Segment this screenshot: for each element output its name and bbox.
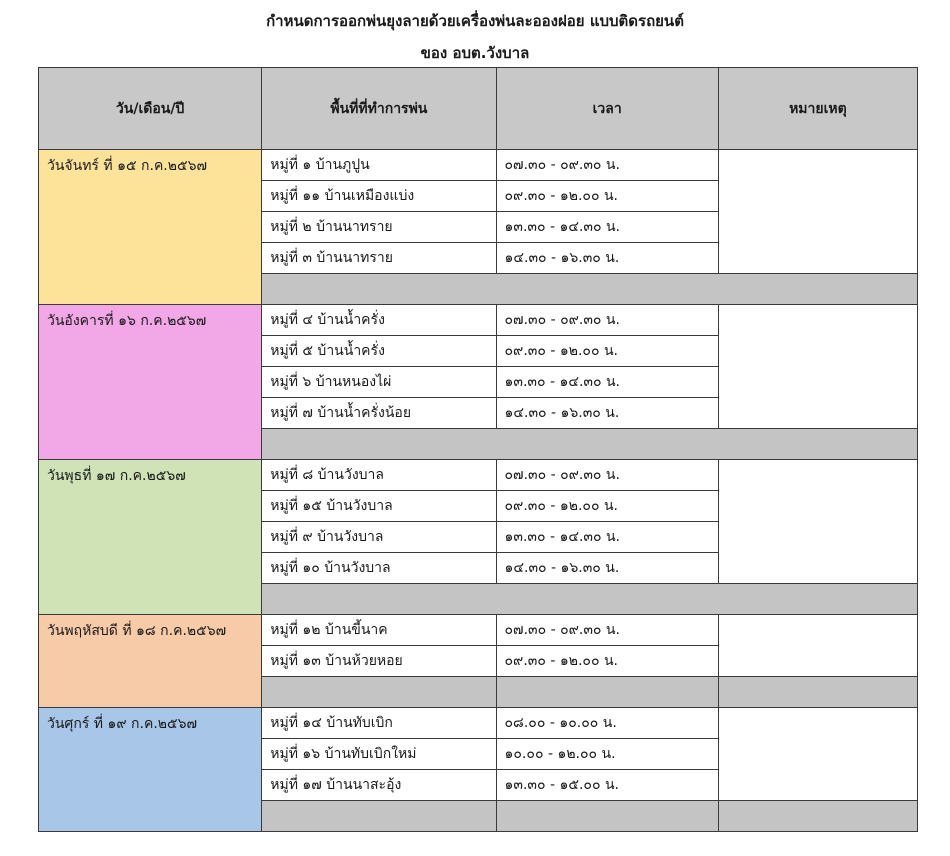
time-cell: ๑๓.๓๐ - ๑๔.๓๐ น.	[496, 522, 718, 553]
header-note: หมายเหตุ	[718, 68, 917, 150]
separator-cell	[262, 584, 918, 615]
day-cell-tuesday: วันอังคารที่ ๑๖ ก.ค.๒๕๖๗	[39, 305, 262, 460]
separator-cell	[718, 677, 917, 708]
time-cell: ๐๙.๓๐ - ๑๒.๐๐ น.	[496, 181, 718, 212]
area-cell: หมู่ที่ ๑๒ บ้านขี้นาค	[262, 615, 496, 646]
area-cell: หมู่ที่ ๑๐ บ้านวังบาล	[262, 553, 496, 584]
separator-cell	[262, 801, 496, 832]
area-cell: หมู่ที่ ๑๔ บ้านทับเบิก	[262, 708, 496, 739]
separator-cell	[496, 801, 718, 832]
area-cell: หมู่ที่ ๑๑ บ้านเหมืองแบ่ง	[262, 181, 496, 212]
day-cell-friday: วันศุกร์ ที่ ๑๙ ก.ค.๒๕๖๗	[39, 708, 262, 832]
time-cell: ๐๗.๓๐ - ๐๙.๓๐ น.	[496, 150, 718, 181]
header-row	[39, 68, 918, 150]
time-cell: ๐๙.๓๐ - ๑๒.๐๐ น.	[496, 646, 718, 677]
header-time: เวลา	[496, 68, 718, 150]
area-cell: หมู่ที่ ๑๕ บ้านวังบาล	[262, 491, 496, 522]
time-cell: ๑๔.๓๐ - ๑๖.๓๐ น.	[496, 398, 718, 429]
time-cell: ๐๙.๓๐ - ๑๒.๐๐ น.	[496, 336, 718, 367]
area-cell: หมู่ที่ ๓ บ้านนาทราย	[262, 243, 496, 274]
separator-cell	[718, 801, 917, 832]
table-row	[39, 615, 918, 646]
note-cell	[718, 305, 917, 429]
area-cell: หมู่ที่ ๑๓ บ้านห้วยหอย	[262, 646, 496, 677]
area-cell: หมู่ที่ ๒ บ้านนาทราย	[262, 212, 496, 243]
area-cell: หมู่ที่ ๖ บ้านหนองไผ่	[262, 367, 496, 398]
time-cell: ๐๗.๓๐ - ๐๙.๓๐ น.	[496, 305, 718, 336]
area-cell: หมู่ที่ ๘ บ้านวังบาล	[262, 460, 496, 491]
area-cell: หมู่ที่ ๕ บ้านน้ำครั่ง	[262, 336, 496, 367]
table-row	[39, 460, 918, 491]
table-row	[39, 150, 918, 181]
area-cell: หมู่ที่ ๗ บ้านน้ำครั่งน้อย	[262, 398, 496, 429]
time-cell: ๑๐.๐๐ - ๑๒.๐๐ น.	[496, 739, 718, 770]
separator-cell	[262, 274, 918, 305]
note-cell	[718, 460, 917, 584]
day-cell-wednesday: วันพุธที่ ๑๗ ก.ค.๒๕๖๗	[39, 460, 262, 615]
area-cell: หมู่ที่ ๑๖ บ้านทับเบิกใหม่	[262, 739, 496, 770]
table-row	[39, 305, 918, 336]
note-cell	[718, 615, 917, 677]
document-title: กำหนดการออกพ่นยุงลายด้วยเครื่องพ่นละอองฝอย แบบติดรถยนต์	[266, 12, 684, 30]
day-cell-monday: วันจันทร์ ที่ ๑๕ ก.ค.๒๕๖๗	[39, 150, 262, 305]
header-area: พื้นที่ที่ทำการพ่น	[262, 68, 496, 150]
note-cell	[718, 150, 917, 274]
separator-cell	[496, 677, 718, 708]
note-cell	[718, 708, 917, 801]
separator-cell	[262, 677, 496, 708]
time-cell: ๑๔.๓๐ - ๑๖.๓๐ น.	[496, 243, 718, 274]
separator-cell	[262, 429, 918, 460]
time-cell: ๑๓.๓๐ - ๑๔.๓๐ น.	[496, 367, 718, 398]
time-cell: ๐๙.๓๐ - ๑๒.๐๐ น.	[496, 491, 718, 522]
table-row	[39, 708, 918, 739]
header-date: วัน/เดือน/ปี	[39, 68, 262, 150]
time-cell: ๐๗.๓๐ - ๐๙.๓๐ น.	[496, 615, 718, 646]
spray-schedule-table	[38, 67, 918, 832]
time-cell: ๑๔.๓๐ - ๑๖.๓๐ น.	[496, 553, 718, 584]
area-cell: หมู่ที่ ๑๗ บ้านนาสะอุ้ง	[262, 770, 496, 801]
time-cell: ๑๓.๓๐ - ๑๔.๓๐ น.	[496, 212, 718, 243]
document-subtitle: ของ อบต.วังบาล	[420, 44, 530, 62]
area-cell: หมู่ที่ ๔ บ้านน้ำครั่ง	[262, 305, 496, 336]
day-cell-thursday: วันพฤหัสบดี ที่ ๑๘ ก.ค.๒๕๖๗	[39, 615, 262, 708]
time-cell: ๐๘.๐๐ - ๑๐.๐๐ น.	[496, 708, 718, 739]
time-cell: ๐๗.๓๐ - ๐๙.๓๐ น.	[496, 460, 718, 491]
area-cell: หมู่ที่ ๑ บ้านภูปูน	[262, 150, 496, 181]
time-cell: ๑๓.๓๐ - ๑๕.๐๐ น.	[496, 770, 718, 801]
area-cell: หมู่ที่ ๙ บ้านวังบาล	[262, 522, 496, 553]
